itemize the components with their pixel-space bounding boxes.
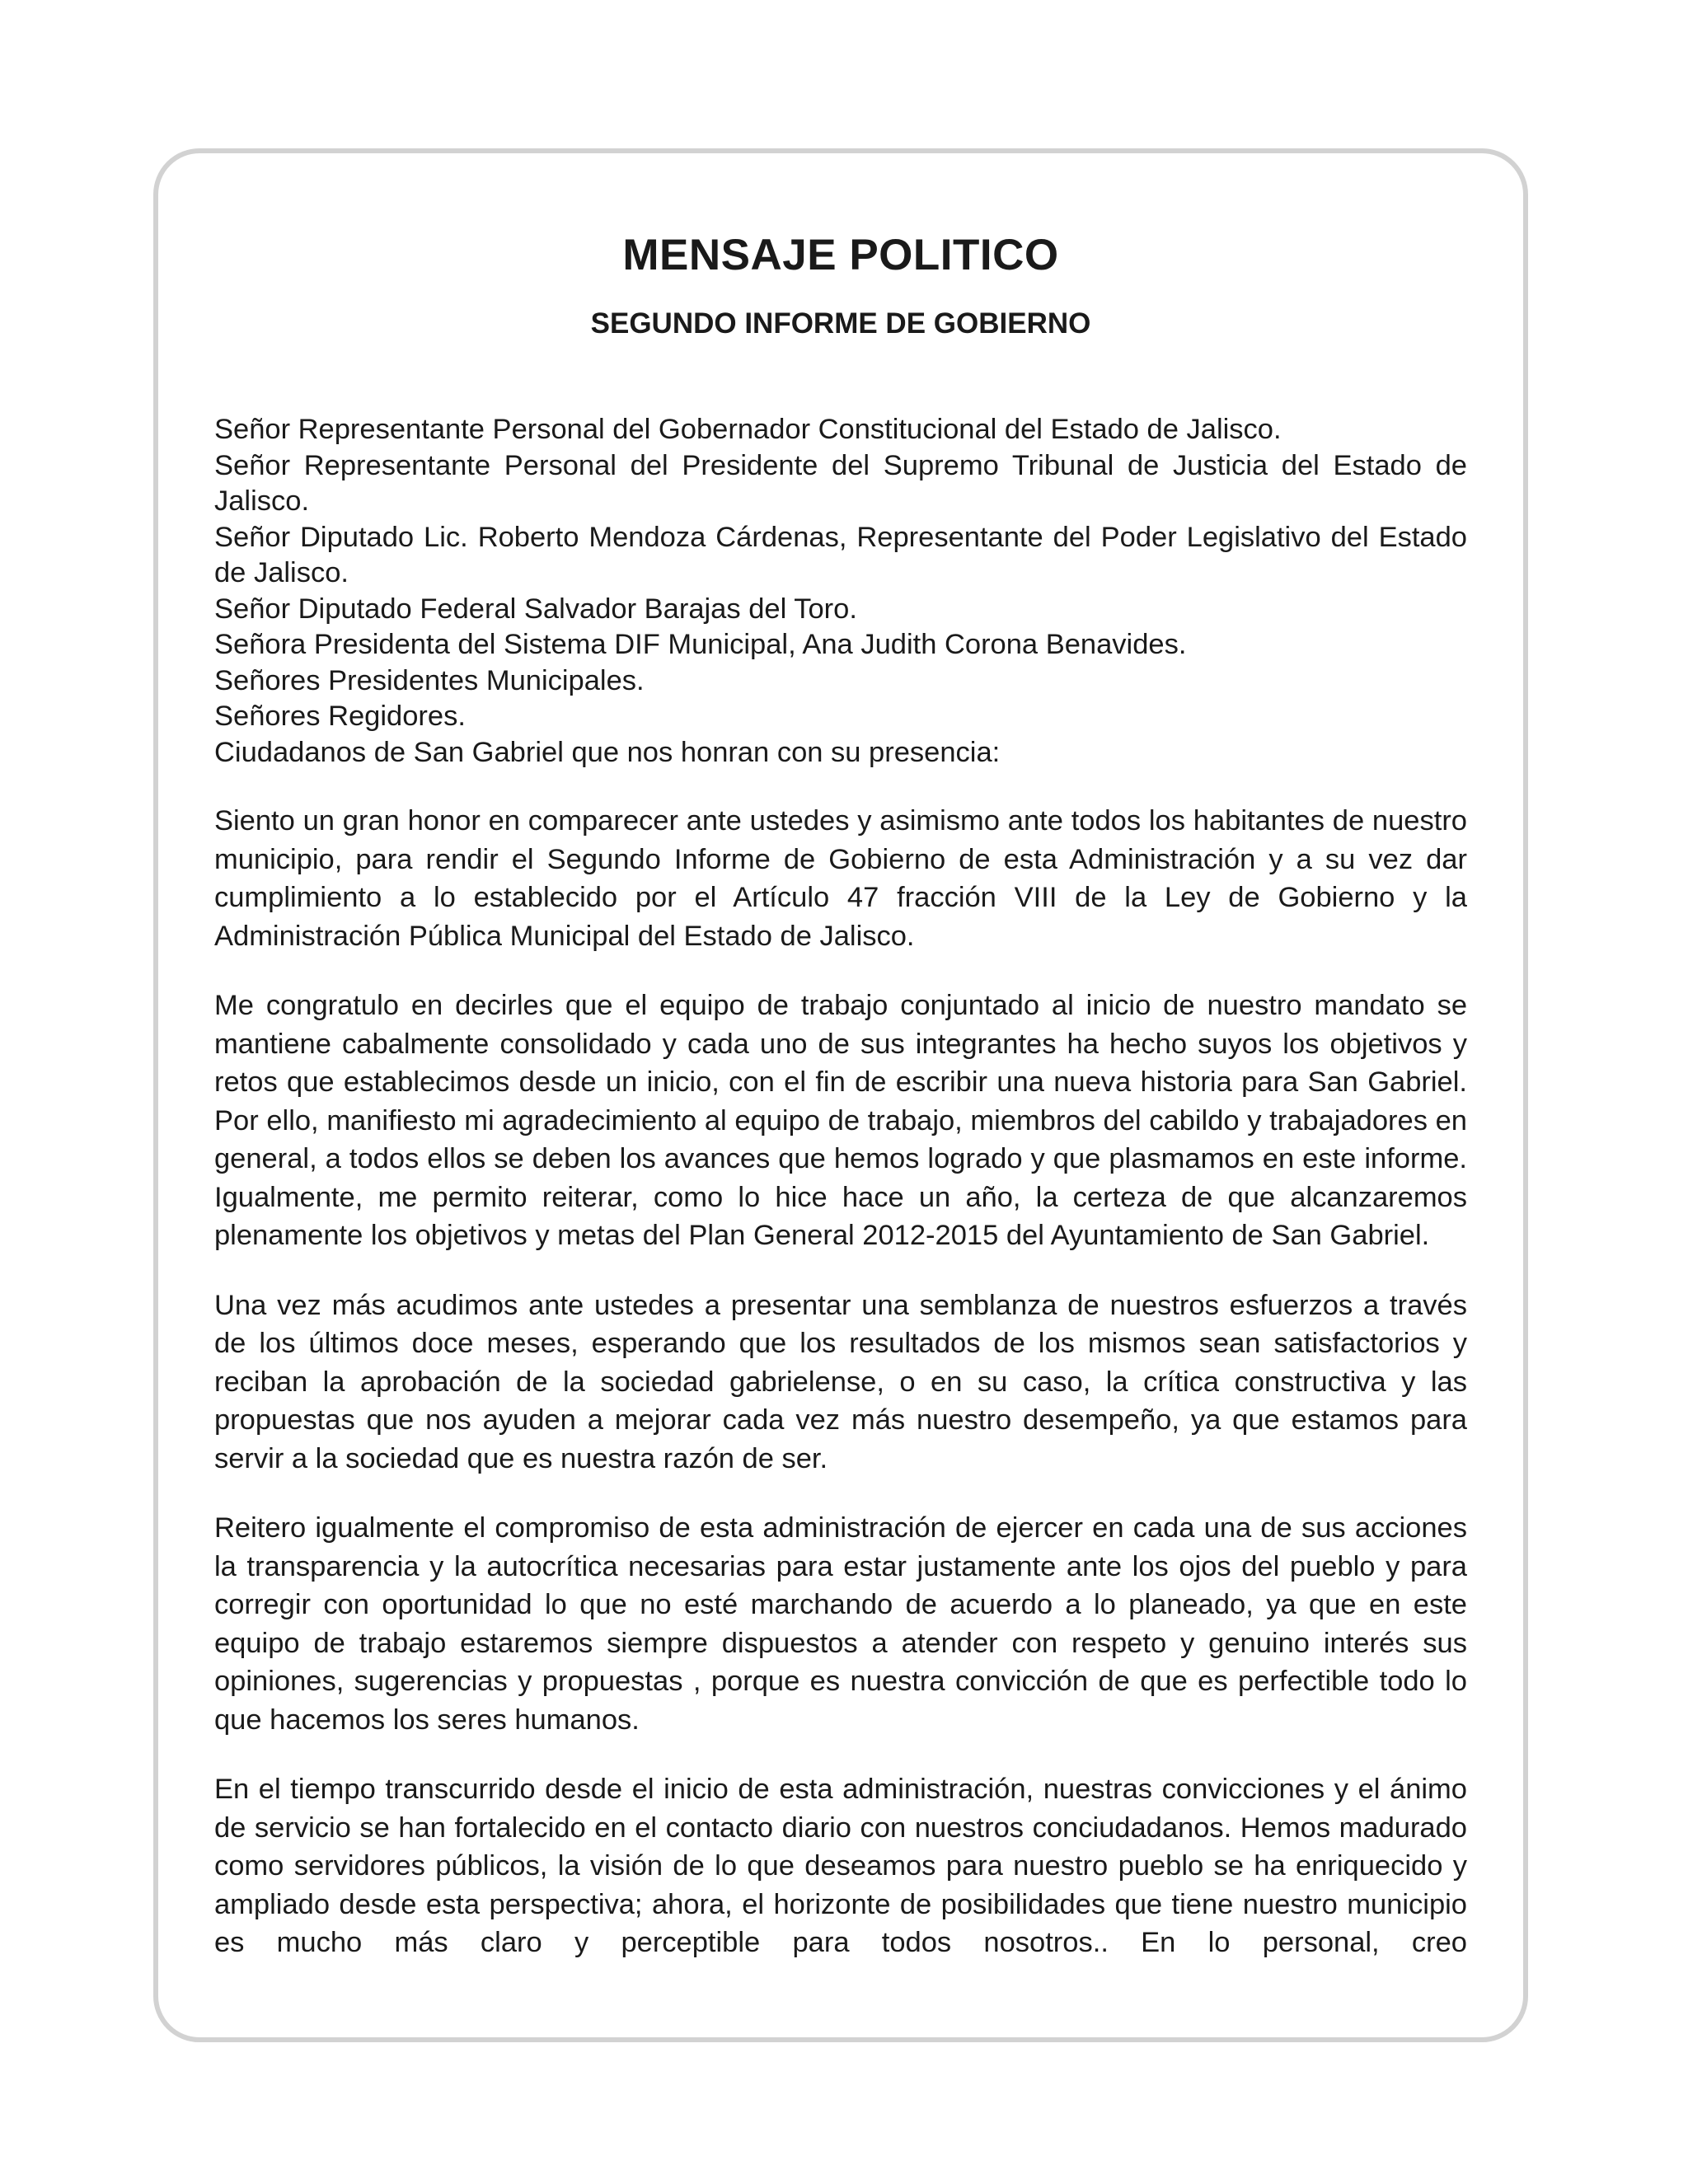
- body-paragraph: Me congratulo en decirles que el equipo de trabajo conjuntado al inicio de nuestro mandato se mantiene cabalmente consolidado y cada uno de sus integrantes ha hecho suyos los objetivos y retos que establecimos desde un inicio, con el fin de escribir una nueva historia para San Gabriel. Por ello, manifiesto mi agradecimiento al equipo de trabajo, miembros del cabildo y trabajadores en general, a todos ellos se deben los avances que hemos logrado y que plasmamos en este informe. Igualmente, me permito reiterar, como lo hice hace un año, la certeza de que alcanzaremos plenamente los objetivos y metas del Plan General 2012-2015 del Ayuntamiento de San Gabriel.: [214, 990, 1467, 1251]
- document-body: [214, 229, 1467, 1962]
- salutation-line: Señora Presidenta del Sistema DIF Municipal, Ana Judith Corona Benavides.: [214, 629, 1187, 660]
- salutation-line: Señor Representante Personal del Gobernador Constitucional del Estado de Jalisco.: [214, 414, 1282, 445]
- salutation-line: Señores Regidores.: [214, 701, 466, 732]
- salutation-line: Señor Diputado Lic. Roberto Mendoza Cárdenas, Representante del Poder Legislativo del Estado de Jalisco.: [214, 521, 1467, 588]
- salutation-list: [214, 412, 1467, 771]
- document-subtitle: SEGUNDO INFORME DE GOBIERNO: [590, 307, 1091, 340]
- body-paragraph: Siento un gran honor en comparecer ante ustedes y asimismo ante todos los habitantes de nuestro municipio, para rendir el Segundo Informe de Gobierno de esta Administración y a su vez dar cumplimiento a lo establecido por el Artículo 47 fracción VIII de la Ley de Gobierno y la Administración Pública Municipal del Estado de Jalisco.: [214, 805, 1467, 952]
- page-frame: [153, 148, 1528, 2042]
- body-paragraph: Reitero igualmente el compromiso de esta administración de ejercer en cada una de sus acciones la transparencia y la autocrítica necesarias para estar justamente ante los ojos del pueblo y para corregir con oportunidad lo que no esté marchando de acuerdo a lo planeado, ya que en este equipo de trabajo estaremos siempre dispuestos a atender con respeto y genuino interés sus opiniones, sugerencias y propuestas , porque es nuestra convicción de que es perfectible todo lo que hacemos los seres humanos.: [214, 1512, 1467, 1736]
- salutation-line: Ciudadanos de San Gabriel que nos honran con su presencia:: [214, 736, 1001, 768]
- body-paragraph: En el tiempo transcurrido desde el inicio de esta administración, nuestras convicciones y el ánimo de servicio se han fortalecido en el contacto diario con nuestros conciudadanos. Hemos madurado como servidores públicos, la visión de lo que deseamos para nuestro pueblo se ha enriquecido y ampliado desde esta perspectiva; ahora, el horizonte de posibilidades que tiene nuestro municipio es mucho más claro y perceptible para todos nosotros.. En lo personal, creo: [214, 1774, 1467, 1958]
- salutation-line: Señor Diputado Federal Salvador Barajas del Toro.: [214, 593, 857, 625]
- salutation-line: Señor Representante Personal del Presidente del Supremo Tribunal de Justicia del Estado de Jalisco.: [214, 449, 1467, 517]
- body-paragraph: Una vez más acudimos ante ustedes a presentar una semblanza de nuestros esfuerzos a través de los últimos doce meses, esperando que los resultados de los mismos sean satisfactorios y reciban la aprobación de la sociedad gabrielense, o en su caso, la crítica constructiva y las propuestas que nos ayuden a mejorar cada vez más nuestro desempeño, ya que estamos para servir a la sociedad que es nuestra razón de ser.: [214, 1289, 1467, 1474]
- salutation-line: Señores Presidentes Municipales.: [214, 664, 645, 696]
- document-title: MENSAJE POLITICO: [622, 231, 1059, 279]
